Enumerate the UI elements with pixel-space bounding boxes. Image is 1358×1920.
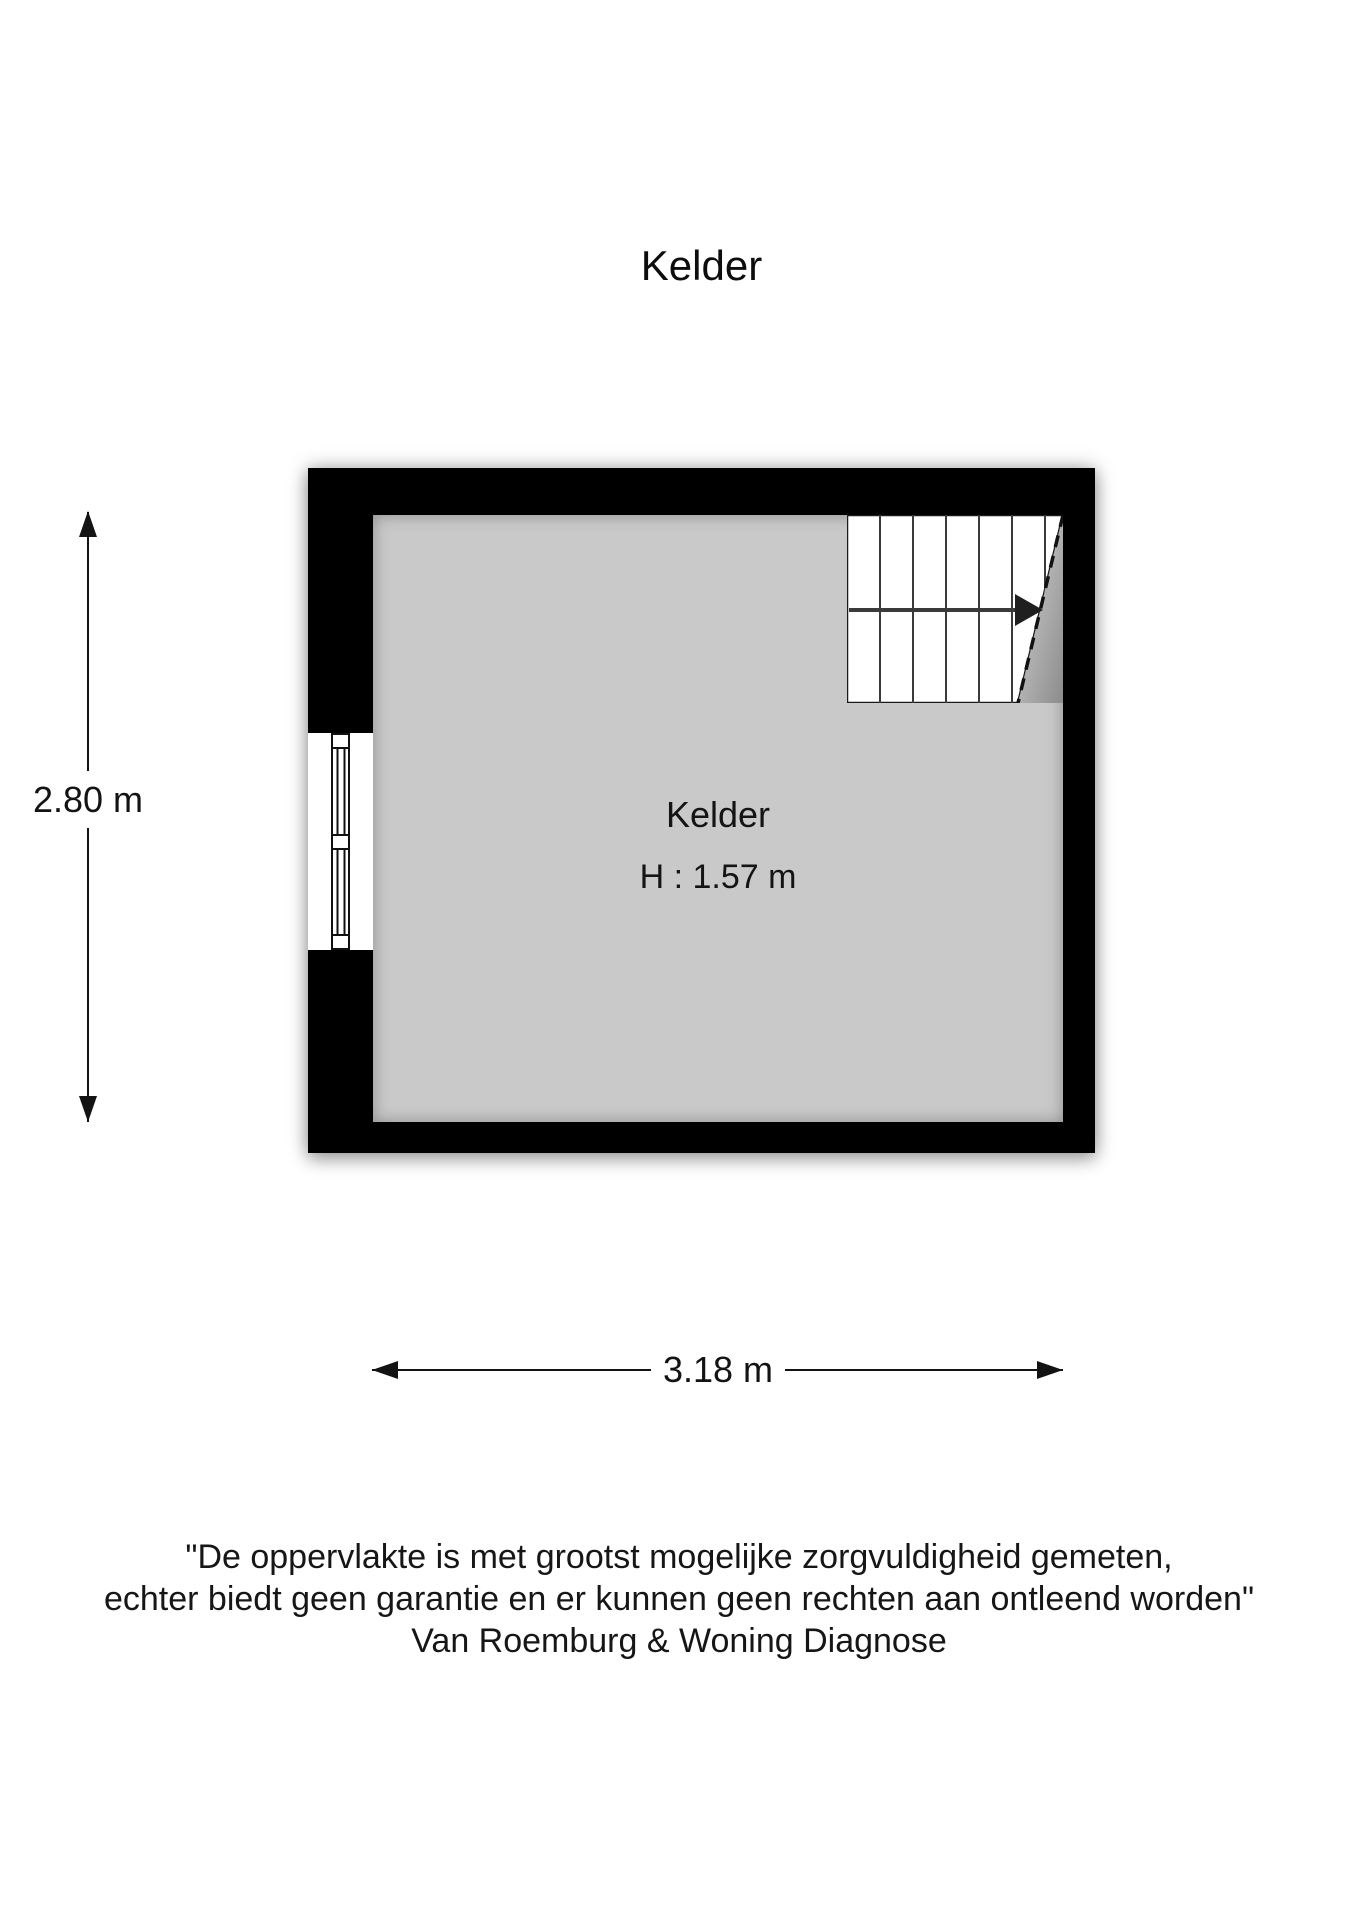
window-frame	[331, 733, 350, 950]
vertical-dimension-label: 2.80 m	[8, 780, 168, 820]
room-height-label: H : 1.57 m	[639, 858, 797, 896]
window-pane-upper	[333, 749, 348, 834]
horizontal-dimension-arrow-left-icon	[372, 1361, 398, 1379]
disclaimer-line-2: echter biedt geen garantie en er kunnen geen rechten aan ontleend worden"	[103, 1580, 1255, 1618]
disclaimer-text	[0, 1536, 1358, 1662]
disclaimer-line-1: "De oppervlakte is met grootst mogelijke zorgvuldigheid gemeten,	[185, 1538, 1173, 1576]
window-glass-lines	[336, 749, 345, 834]
horizontal-dimension-arrow-right-icon	[1037, 1361, 1063, 1379]
page-title: Kelder	[640, 242, 763, 289]
window-frame-cap-bottom	[333, 934, 348, 948]
window-frame-cap-top	[333, 735, 348, 749]
disclaimer-line-3: Van Roemburg & Woning Diagnose	[411, 1622, 947, 1660]
room-name-label: Kelder	[665, 794, 771, 835]
staircase	[847, 515, 1063, 703]
window-glass-lines	[336, 850, 345, 935]
window-frame-divider	[333, 834, 348, 850]
horizontal-dimension-label: 3.18 m	[618, 1350, 818, 1390]
vertical-dimension-arrow-down-icon	[79, 1096, 97, 1122]
window	[308, 733, 373, 950]
vertical-dimension-arrow-up-icon	[79, 511, 97, 537]
window-pane-lower	[333, 850, 348, 935]
